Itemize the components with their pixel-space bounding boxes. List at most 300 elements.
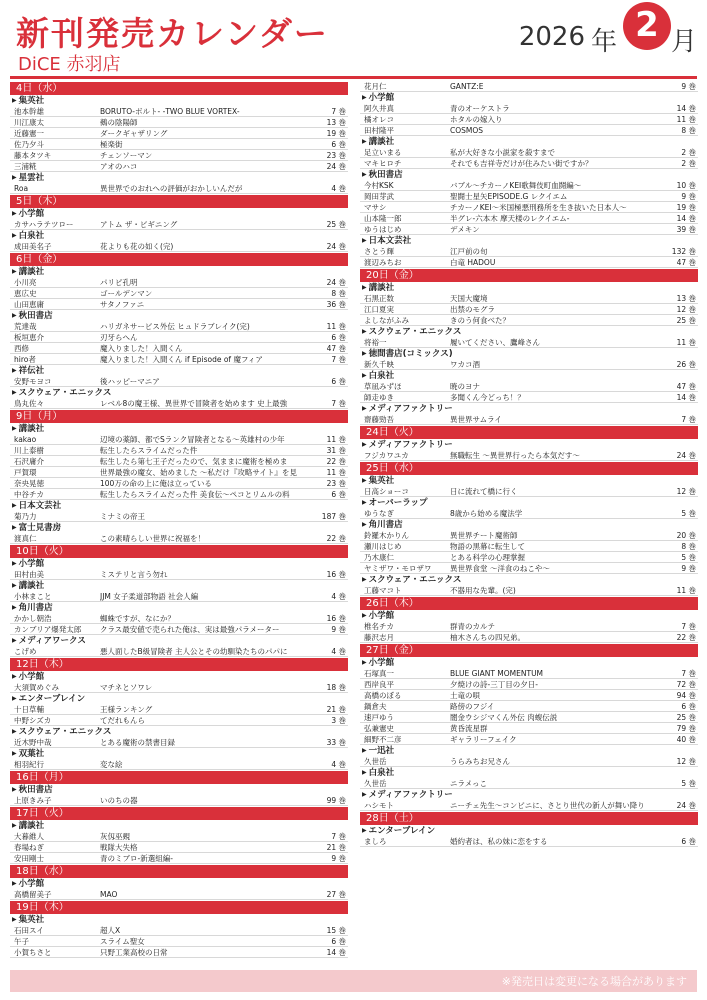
publisher-label: ▶ メディアファクトリー — [360, 789, 698, 800]
release-row — [360, 304, 698, 315]
release-row — [360, 450, 698, 461]
book-title: MAO — [100, 890, 118, 899]
book-title: 世界最強の魔女、始めました ～私だけ『攻略サイト』を見 — [100, 468, 297, 477]
volume-number: 11 巻 — [326, 468, 346, 477]
author-name: 江口夏実 — [364, 305, 394, 314]
publisher-label: ▶ 秋田書店 — [10, 310, 348, 321]
author-name: 渡真仁 — [14, 534, 37, 543]
release-row — [360, 103, 698, 114]
publisher-label: ▶ 小学館 — [360, 92, 698, 103]
book-title: 戦隊大失格 — [100, 843, 138, 852]
release-row — [10, 646, 348, 657]
book-title: 蜘蛛ですが、なにか？ — [100, 614, 175, 623]
volume-number: 24 巻 — [676, 451, 696, 460]
header-divider — [10, 76, 697, 79]
author-name: カンブリア爆発太郎 — [14, 625, 82, 634]
author-name: 板垣恵介 — [14, 333, 44, 342]
author-name: 小賀ちさと — [14, 948, 52, 957]
author-name: 西岸良平 — [364, 680, 394, 689]
footer-note: ※発売日は変更になる場合があります — [501, 975, 687, 988]
volume-number: 11 巻 — [676, 115, 696, 124]
volume-number: 14 巻 — [326, 948, 346, 957]
release-row — [360, 381, 698, 392]
book-title: バブル～チカーノKEI歌舞伎町血闘編～ — [450, 181, 582, 190]
book-title: 悪人面したB級冒険者 主人公とその幼馴染たちのパパに — [100, 647, 288, 656]
release-row — [10, 591, 348, 602]
author-name: 西修 — [14, 344, 29, 353]
release-row — [10, 624, 348, 635]
author-name: カサハラテツロー — [14, 220, 74, 229]
publisher-label: ▶ スクウェア・エニックス — [360, 326, 698, 337]
volume-number: 19 巻 — [676, 203, 696, 212]
author-name: 渡辺みちお — [364, 258, 402, 267]
date-header: 10日（火） — [10, 545, 348, 558]
author-name: 山田恵庸 — [14, 300, 44, 309]
volume-number: 11 巻 — [676, 586, 696, 595]
release-row — [10, 117, 348, 128]
book-title: ゴールデンマン — [100, 289, 153, 298]
release-row — [360, 125, 698, 136]
book-title: ミナミの帝王 — [100, 512, 145, 521]
release-row — [10, 219, 348, 230]
author-name: 師走ゆき — [364, 393, 394, 402]
book-title: 転生したらスライムだった件 — [100, 446, 198, 455]
volume-number: 5 巻 — [681, 779, 696, 788]
date-header: 5日（木） — [10, 195, 348, 208]
publisher-label: ▶ 日本文芸社 — [360, 235, 698, 246]
release-row — [10, 398, 348, 409]
publisher-label: ▶ 秋田書店 — [10, 784, 348, 795]
book-title: うらみちお兄さん — [450, 757, 510, 766]
volume-number: 8 巻 — [681, 126, 696, 135]
volume-number: 8 巻 — [331, 289, 346, 298]
release-row — [10, 737, 348, 748]
author-name: 阿久井真 — [364, 104, 394, 113]
book-title: チェンソーマン — [100, 151, 153, 160]
volume-number: 47 巻 — [676, 258, 696, 267]
release-row — [10, 704, 348, 715]
publisher-label: ▶ 小学館 — [10, 878, 348, 889]
author-name: 石塚真一 — [364, 669, 394, 678]
release-row — [10, 715, 348, 726]
volume-number: 99 巻 — [326, 796, 346, 805]
month-badge — [623, 2, 671, 50]
book-title: ワカコ酒 — [450, 360, 480, 369]
author-name: 新久千映 — [364, 360, 394, 369]
book-title: 青のミブロ-新選組編- — [100, 854, 173, 863]
author-name: 相羽紀行 — [14, 760, 44, 769]
author-name: Roa — [14, 184, 29, 193]
release-row — [360, 114, 698, 125]
release-row — [360, 202, 698, 213]
date-header: 25日（水） — [360, 462, 698, 475]
release-row — [360, 257, 698, 268]
author-name: マキヒロチ — [364, 159, 402, 168]
release-row — [360, 224, 698, 235]
author-name: 橘オレコ — [364, 115, 394, 124]
volume-number: 24 巻 — [326, 278, 346, 287]
release-row — [10, 467, 348, 478]
volume-number: 22 巻 — [326, 534, 346, 543]
book-title: JJM 女子柔道部物語 社会人編 — [100, 592, 199, 601]
date-header: 28日（土） — [360, 812, 698, 825]
author-name: 川上泰樹 — [14, 446, 44, 455]
author-name: 大暮維人 — [14, 832, 44, 841]
author-name: 椎名チカ — [364, 622, 394, 631]
publisher-label: ▶ 徳間書店(コミックス) — [360, 348, 698, 359]
date-header: 18日（水） — [10, 865, 348, 878]
book-title: 青のオーケストラ — [450, 104, 510, 113]
author-name: 上原きみ子 — [14, 796, 52, 805]
volume-number: 31 巻 — [326, 446, 346, 455]
book-title: いのちの器 — [100, 796, 138, 805]
author-name: 安田剛士 — [14, 854, 44, 863]
volume-number: 23 巻 — [326, 151, 346, 160]
release-row — [360, 337, 698, 348]
author-name: 三浦糀 — [14, 162, 37, 171]
volume-number: 33 巻 — [326, 738, 346, 747]
author-name: hiro者 — [14, 355, 36, 364]
volume-number: 14 巻 — [676, 214, 696, 223]
book-title: サタノファニ — [100, 300, 145, 309]
author-name: 池本幹雄 — [14, 107, 44, 116]
volume-number: 40 巻 — [676, 735, 696, 744]
release-row — [10, 321, 348, 332]
book-title: ニーチェ先生～コンビニに、さとり世代の新人が舞い降り — [450, 801, 645, 810]
book-title: 夕焼けの詩-三丁目の夕日- — [450, 680, 538, 689]
publisher-label: ▶ 秋田書店 — [360, 169, 698, 180]
author-name: 藤沢志月 — [364, 633, 394, 642]
date-header: 4日（水） — [10, 82, 348, 95]
book-title: ホタルの嫁入り — [450, 115, 503, 124]
book-title: 婚約者は、私の妹に恋をする — [450, 837, 548, 846]
author-name: 川江康太 — [14, 118, 44, 127]
publisher-label: ▶ 星雲社 — [10, 172, 348, 183]
volume-number: 79 巻 — [676, 724, 696, 733]
volume-number: 7 巻 — [681, 622, 696, 631]
book-title: 黄昏流星群 — [450, 724, 488, 733]
release-row — [10, 682, 348, 693]
release-row — [360, 585, 698, 596]
volume-number: 4 巻 — [331, 647, 346, 656]
book-title: BLUE GIANT MOMENTUM — [450, 669, 544, 678]
book-title: 極楽街 — [100, 140, 123, 149]
volume-number: 10 巻 — [676, 181, 696, 190]
author-name: 石田スイ — [14, 926, 44, 935]
release-row — [360, 679, 698, 690]
release-row — [360, 180, 698, 191]
book-title: 転生したら第七王子だったので、気ままに魔術を極めま — [100, 457, 288, 466]
release-row — [10, 511, 348, 522]
publisher-label: ▶ オーバーラップ — [360, 497, 698, 508]
book-title: きのう何食べた？ — [450, 316, 510, 325]
publisher-label: ▶ 双葉社 — [10, 748, 348, 759]
volume-number: 11 巻 — [326, 435, 346, 444]
volume-number: 11 巻 — [326, 322, 346, 331]
author-name: 奈央晃徳 — [14, 479, 44, 488]
release-row — [360, 668, 698, 679]
publisher-label: ▶ 日本文芸社 — [10, 500, 348, 511]
volume-number: 22 巻 — [676, 633, 696, 642]
left-column — [10, 81, 348, 958]
book-title: 只野工業高校の日常 — [100, 948, 168, 957]
book-title: デメキン — [450, 225, 480, 234]
book-title: ハリガネサービス外伝 ヒュドラブレイク(完) — [100, 322, 250, 331]
author-name: 荒達哉 — [14, 322, 37, 331]
book-title: 花よりも花の如く(完) — [100, 242, 174, 251]
volume-number: 9 巻 — [331, 854, 346, 863]
release-row — [360, 315, 698, 326]
publisher-label: ▶ 講談社 — [360, 282, 698, 293]
volume-number: 16 巻 — [326, 570, 346, 579]
calendar-header — [0, 0, 707, 80]
store-name: DiCE 赤羽店 — [18, 54, 121, 75]
book-title: 土竜の唄 — [450, 691, 480, 700]
author-name: 戸賀環 — [14, 468, 37, 477]
publisher-label: ▶ 小学館 — [360, 610, 698, 621]
book-title: 天国大魔境 — [450, 294, 488, 303]
release-row — [10, 889, 348, 900]
author-name: 近藤憲一 — [14, 129, 44, 138]
publisher-label: ▶ 白泉社 — [360, 767, 698, 778]
author-name: よしながふみ — [364, 316, 409, 325]
book-title: 路傍のフジイ — [450, 702, 495, 711]
publisher-label: ▶ 一迅社 — [360, 745, 698, 756]
volume-number: 25 巻 — [676, 316, 696, 325]
book-title: 異世界サムライ — [450, 415, 502, 424]
book-title: 異世界食堂 ～洋食のねこや～ — [450, 564, 550, 573]
author-name: 菊乃力 — [14, 512, 37, 521]
author-name: 佐乃夕斗 — [14, 140, 44, 149]
book-title: 暁のヨナ — [450, 382, 480, 391]
publisher-label: ▶ 白泉社 — [10, 230, 348, 241]
publisher-label: ▶ 祥伝社 — [10, 365, 348, 376]
release-row — [360, 541, 698, 552]
volume-number: 6 巻 — [331, 333, 346, 342]
book-title: 闇金ウシジマくん外伝 肉蝮伝説 — [450, 713, 558, 722]
release-row — [10, 277, 348, 288]
author-name: 中野シズカ — [14, 716, 52, 725]
release-row — [10, 795, 348, 806]
author-name: 鈴羅木かりん — [364, 531, 409, 540]
book-title: 不器用な先輩。(完) — [450, 586, 516, 595]
date-header: 17日（火） — [10, 807, 348, 820]
book-title: 白竜 HADOU — [450, 258, 496, 267]
book-title: 半グレ-六本木 摩天楼のレクイエム- — [450, 214, 570, 223]
release-row — [360, 246, 698, 257]
volume-number: 4 巻 — [331, 592, 346, 601]
book-title: アトム ザ・ビギニング — [100, 220, 178, 229]
publisher-label: ▶ 小学館 — [10, 558, 348, 569]
release-row — [360, 392, 698, 403]
book-title: ニラメっこ — [450, 779, 487, 788]
volume-number: 20 巻 — [676, 531, 696, 540]
volume-number: 7 巻 — [331, 832, 346, 841]
author-name: 岡田芽武 — [364, 192, 394, 201]
volume-number: 19 巻 — [326, 129, 346, 138]
volume-number: 24 巻 — [326, 162, 346, 171]
release-row — [10, 759, 348, 770]
publisher-label: ▶ 角川書店 — [10, 602, 348, 613]
release-row — [360, 756, 698, 767]
volume-number: 6 巻 — [681, 702, 696, 711]
author-name: マサシ — [364, 203, 387, 212]
book-title: 異世界でのおれへの評価がおかしいんだが — [100, 184, 243, 193]
publisher-label: ▶ 講談社 — [10, 423, 348, 434]
book-title: 物語の黒幕に転生して — [450, 542, 525, 551]
release-row — [10, 456, 348, 467]
author-name: 将裕一 — [364, 338, 387, 347]
volume-number: 7 巻 — [331, 107, 346, 116]
volume-number: 7 巻 — [331, 399, 346, 408]
publisher-label: ▶ 講談社 — [360, 136, 698, 147]
release-row — [10, 161, 348, 172]
author-name: 藤本タツキ — [14, 151, 52, 160]
date-header: 19日（木） — [10, 901, 348, 914]
book-title: 聖闘士星矢EPISODE.G レクイエム — [450, 192, 568, 201]
release-row — [10, 533, 348, 544]
date-header: 27日（金） — [360, 644, 698, 657]
release-row — [360, 621, 698, 632]
volume-number: 39 巻 — [676, 225, 696, 234]
book-title: 群青のカルテ — [450, 622, 495, 631]
release-row — [360, 734, 698, 745]
author-name: 工藤マコト — [364, 586, 402, 595]
author-name: かかし朝浩 — [14, 614, 52, 623]
author-name: 大須賀めぐみ — [14, 683, 59, 692]
release-row — [360, 800, 698, 811]
release-row — [360, 81, 698, 92]
author-name: ゆうはじめ — [364, 225, 402, 234]
author-name: フジカワユカ — [364, 451, 409, 460]
publisher-label: ▶ メディアワークス — [10, 635, 348, 646]
volume-number: 21 巻 — [326, 843, 346, 852]
release-row — [360, 563, 698, 574]
publisher-label: ▶ メディアファクトリー — [360, 439, 698, 450]
volume-number: 25 巻 — [326, 220, 346, 229]
volume-number: 7 巻 — [681, 669, 696, 678]
author-name: 足立いまる — [364, 148, 402, 157]
publisher-label: ▶ スクウェア・エニックス — [360, 574, 698, 585]
publisher-label: ▶ 小学館 — [360, 657, 698, 668]
author-name: こげめ — [14, 647, 37, 656]
release-row — [10, 936, 348, 947]
publisher-label: ▶ 富士見書房 — [10, 522, 348, 533]
volume-number: 23 巻 — [326, 479, 346, 488]
volume-number: 36 巻 — [326, 300, 346, 309]
author-name: 花月仁 — [364, 82, 387, 91]
release-row — [10, 183, 348, 194]
release-row — [10, 343, 348, 354]
volume-number: 13 巻 — [326, 118, 346, 127]
author-name: 田村隆平 — [364, 126, 394, 135]
author-name: 日高ショーコ — [364, 487, 409, 496]
author-name: 高橋留美子 — [14, 890, 52, 899]
author-name: 小林まこと — [14, 592, 52, 601]
volume-number: 16 巻 — [326, 614, 346, 623]
book-title: 灰仭巫覡 — [100, 832, 130, 841]
author-name: ヤミザワ・モロザワ — [364, 564, 432, 573]
page-title: 新刊発売カレンダー — [16, 14, 329, 53]
book-title: てだれもんら — [100, 716, 145, 725]
volume-number: 6 巻 — [331, 490, 346, 499]
book-title: 辺境の薬師、都でSランク冒険者となる～英雄村の少年 — [100, 435, 285, 444]
release-row — [360, 158, 698, 169]
right-column — [360, 81, 698, 847]
release-row — [360, 836, 698, 847]
book-title: とある魔術の禁書目録 — [100, 738, 175, 747]
book-title: クラス最安値で売られた俺は、実は最強パラメーター — [100, 625, 280, 634]
year-label: 2026 — [518, 22, 585, 52]
publisher-label: ▶ 講談社 — [10, 266, 348, 277]
author-name: 成田美名子 — [14, 242, 52, 251]
publisher-label: ▶ メディアファクトリー — [360, 403, 698, 414]
release-row — [360, 213, 698, 224]
book-title: ミステリと言う勿れ — [100, 570, 168, 579]
author-name: 春場ねぎ — [14, 843, 44, 852]
book-title: それでも吉祥寺だけが住みたい街ですか？ — [450, 159, 593, 168]
book-title: 無職転生 ～異世界行ったら本気だす～ — [450, 451, 580, 460]
author-name: 石沢庸介 — [14, 457, 44, 466]
author-name: 草凪みずほ — [364, 382, 402, 391]
release-row — [10, 354, 348, 365]
book-title: マチネとソワレ — [100, 683, 153, 692]
book-title: 後ハッピーマニア — [100, 377, 160, 386]
release-row — [10, 947, 348, 958]
book-title: チカーノKEI～米国極悪刑務所を生き抜いた日本人～ — [450, 203, 627, 212]
author-name: 鍋倉夫 — [364, 702, 387, 711]
volume-number: 5 巻 — [681, 553, 696, 562]
book-title: 変な絵 — [100, 760, 123, 769]
book-title: 鵺の陰陽師 — [100, 118, 138, 127]
release-row — [10, 106, 348, 117]
release-row — [10, 489, 348, 500]
volume-number: 6 巻 — [331, 377, 346, 386]
author-name: 久世岳 — [364, 757, 387, 766]
author-name: ハシモト — [364, 801, 394, 810]
publisher-label: ▶ 小学館 — [10, 208, 348, 219]
release-row — [10, 478, 348, 489]
author-name: 安野モヨコ — [14, 377, 52, 386]
volume-number: 2 巻 — [681, 159, 696, 168]
author-name: 田村由美 — [14, 570, 44, 579]
author-name: 中谷チカ — [14, 490, 44, 499]
author-name: kakao — [14, 435, 37, 444]
book-title: BORUTO-ボルト- -TWO BLUE VORTEX- — [100, 107, 240, 116]
book-title: 転生したらスライムだった件 美食伝～ペコとリムルの料 — [100, 490, 290, 499]
release-row — [360, 712, 698, 723]
date-header: 9日（月） — [10, 410, 348, 423]
book-title: 日に流れて橋に行く — [450, 487, 518, 496]
release-row — [10, 128, 348, 139]
date-header: 26日（木） — [360, 597, 698, 610]
publisher-label: ▶ エンターブレイン — [10, 693, 348, 704]
volume-number: 8 巻 — [681, 542, 696, 551]
volume-number: 25 巻 — [676, 713, 696, 722]
volume-number: 26 巻 — [676, 360, 696, 369]
volume-number: 18 巻 — [326, 683, 346, 692]
book-title: レベル8の魔王様、異世界で冒険者を始めます 史上最強 — [100, 399, 288, 408]
month-number: 2 — [635, 5, 659, 45]
volume-number: 14 巻 — [676, 393, 696, 402]
volume-number: 24 巻 — [326, 242, 346, 251]
volume-number: 24 巻 — [676, 801, 696, 810]
date-header: 16日（月） — [10, 771, 348, 784]
publisher-label: ▶ スクウェア・エニックス — [10, 726, 348, 737]
book-title: 多聞くん今どっち！？ — [450, 393, 525, 402]
book-title: 私が大好きな小説家を殺すまで — [450, 148, 555, 157]
author-name: 山本隆一郎 — [364, 214, 402, 223]
